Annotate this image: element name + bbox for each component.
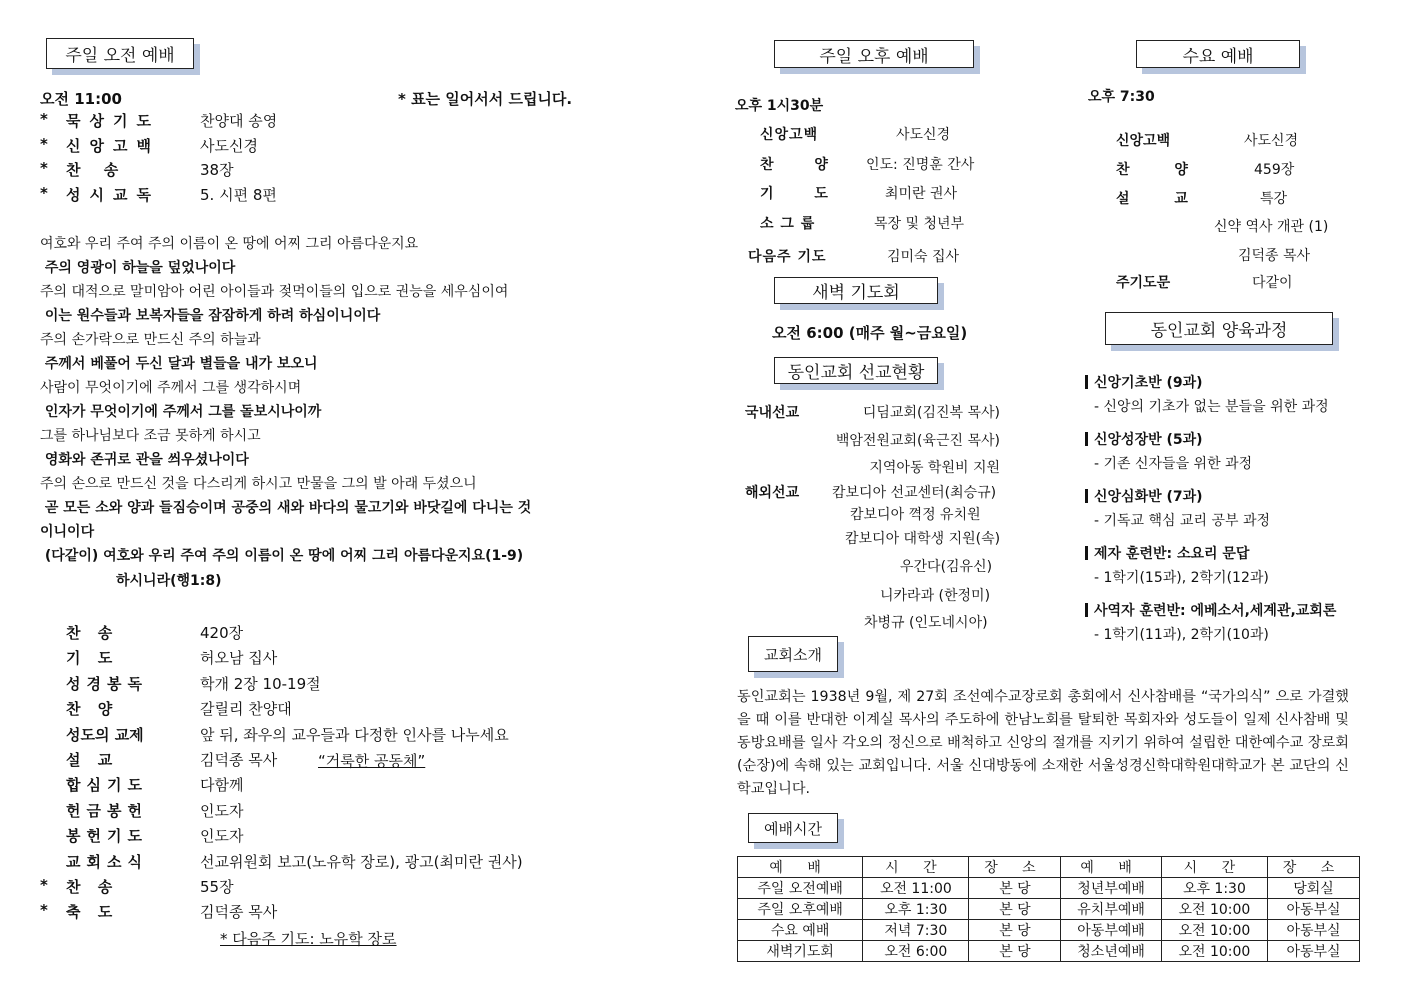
afternoon-label: 다음주 기도: [748, 249, 827, 265]
domestic-mission-label: 국내선교: [745, 405, 800, 421]
order-label: 기 도: [66, 649, 119, 668]
order-label: 축 도: [66, 903, 119, 922]
schedule-row: [738, 941, 1360, 962]
order-value: 5. 시편 8편: [200, 185, 277, 204]
course-desc: - 1학기(15과), 2학기(12과): [1094, 570, 1269, 586]
schedule-cell: 주일 오전예배: [738, 878, 863, 899]
schedule-table: [737, 856, 1360, 962]
schedule-cell: 본 당: [969, 899, 1061, 920]
order-value: 인도자: [200, 827, 244, 846]
standing-mark: *: [40, 901, 48, 920]
intro-header: 교회소개: [748, 636, 838, 672]
mission-entry: 지역아동 학원비 지원: [869, 460, 1000, 476]
order-value: 허오남 집사: [200, 649, 278, 668]
wednesday-value: 특강: [1260, 191, 1288, 207]
order-value: 김덕종 목사: [200, 903, 278, 922]
order-value: 앞 뒤, 좌우의 교우들과 다정한 인사를 나누세요: [200, 725, 509, 744]
course-desc: - 신앙의 기초가 없는 분들을 위한 과정: [1094, 399, 1329, 415]
wednesday-sermon-title: 신약 역사 개관 (1): [1214, 219, 1329, 235]
afternoon-value: 사도신경: [896, 127, 951, 143]
afternoon-value: 김미숙 집사: [887, 249, 960, 265]
schedule-cell: 새벽기도회: [738, 941, 863, 962]
order-value: 갈릴리 찬양대: [200, 700, 292, 719]
order-label: 성시교독: [66, 185, 160, 204]
afternoon-time: 오후 1시30분: [735, 98, 824, 114]
order-label: 묵상기도: [66, 112, 160, 130]
wednesday-label: 신앙고백: [1116, 133, 1171, 149]
standing-mark: *: [40, 183, 48, 202]
schedule-cell: 청년부예배: [1061, 878, 1161, 899]
standing-mark: *: [40, 110, 48, 128]
wednesday-value: 459장: [1254, 162, 1295, 178]
schedule-cell: 본 당: [969, 920, 1061, 941]
afternoon-label: 찬 양: [760, 157, 846, 173]
lords-prayer-value: 다같이: [1252, 275, 1293, 291]
afternoon-label: 소 그 룹: [760, 216, 816, 232]
dawn-time: 오전 6:00 (매주 월~금요일): [772, 324, 968, 342]
course-title: 신앙성장반 (5과): [1094, 432, 1203, 448]
psalm-line: 이는 원수들과 보복자들을 잠잠하게 하려 하심이니이다: [40, 308, 381, 324]
psalm-line: 하시니라(행1:8): [116, 573, 222, 589]
order-label: 합심기도: [66, 776, 148, 795]
order-label: 성도의 교제: [66, 725, 144, 744]
order-value: 사도신경: [200, 136, 258, 155]
schedule-cell: 청소년예배: [1061, 941, 1161, 962]
overseas-mission-label: 해외선교: [745, 485, 800, 501]
order-value: 인도자: [200, 801, 244, 820]
order-label: 성경봉독: [66, 674, 148, 693]
church-intro-text: 동인교회는 1938년 9월, 제 27회 조선예수교장로회 총회에서 신사참배를 “국가의식” 으로 가결했을 때 이를 반대한 이계실 목사의 주도하에 한남노회를 탈퇴한 목회자와 성도들이 일제 신사참배 및 동방요배를 일사 각오의 정신으로 배척하고 신앙의 절개를 지키기 위하여 설립한 대한예수교 장로회(순장)에 속해 있는 교회입니다. 서울 신대방동에 소재한 서울성경신학대학원대학교가 본 교단의 신학교입니다.: [737, 689, 1349, 797]
psalm-line: 이니이다: [40, 524, 95, 540]
schedule-cell: 본 당: [969, 878, 1061, 899]
afternoon-value: 인도: 진명훈 간사: [866, 157, 975, 173]
schedule-row: [738, 899, 1360, 920]
order-value: 찬양대 송영: [200, 112, 278, 130]
order-label: 찬 송: [66, 624, 119, 642]
schedule-header: 예배시간: [748, 813, 838, 843]
wednesday-preacher: 김덕종 목사: [1238, 248, 1311, 264]
bullet-bar-icon: [1085, 546, 1088, 560]
afternoon-service-header: 주일 오후 예배: [774, 40, 974, 68]
mission-entry: 디딤교회(김진복 목사): [862, 405, 1000, 421]
order-value: 김덕종 목사: [200, 751, 278, 769]
psalm-line: 여호와 우리 주여 주의 이름이 온 땅에 어찌 그리 아름다운지요: [40, 236, 419, 252]
afternoon-value: 목장 및 청년부: [874, 216, 965, 232]
dawn-prayer-header: 새벽 기도회: [774, 277, 938, 304]
schedule-cell: 주일 오후예배: [738, 899, 863, 920]
order-value: 55장: [200, 878, 234, 896]
mission-entry: 캄보디아 선교센터(최승규): [832, 485, 997, 501]
psalm-line: 주의 손가락으로 만드신 주의 하늘과: [40, 332, 261, 348]
schedule-cell: 아동부실: [1268, 920, 1360, 941]
schedule-cell: 수요 예배: [738, 920, 863, 941]
mission-header: 동인교회 선교현황: [774, 357, 938, 384]
order-value: 420장: [200, 624, 244, 642]
afternoon-value: 최미란 권사: [885, 186, 958, 202]
wednesday-time: 오후 7:30: [1088, 89, 1155, 105]
mission-entry: 백암전원교회(육근진 목사): [835, 433, 1000, 449]
bullet-bar-icon: [1085, 603, 1088, 617]
psalm-line: 곧 모든 소와 양과 들짐승이며 공중의 새와 바다의 물고기와 바닷길에 다니는 것: [40, 500, 532, 516]
schedule-row: [738, 878, 1360, 899]
order-label: 헌금봉헌: [66, 801, 148, 820]
schedule-column-header: 장 소: [969, 857, 1061, 878]
schedule-cell: 오전 11:00: [863, 878, 969, 899]
psalm-line: 그를 하나님보다 조금 못하게 하시고: [40, 428, 261, 444]
nurture-header: 동인교회 양육과정: [1105, 312, 1333, 345]
standing-note: * 표는 일어서서 드립니다.: [398, 90, 573, 108]
schedule-cell: 오전 6:00: [863, 941, 969, 962]
schedule-row: [738, 920, 1360, 941]
sermon-title: “거룩한 공동체”: [318, 752, 426, 770]
order-value: 다함께: [200, 776, 244, 795]
standing-mark: *: [40, 159, 48, 177]
course-desc: - 기존 신자들을 위한 과정: [1094, 456, 1253, 472]
order-label: 찬 양: [66, 700, 119, 719]
schedule-cell: 오전 10:00: [1161, 941, 1267, 962]
schedule-cell: 오후 1:30: [863, 899, 969, 920]
order-value: 선교위원회 보고(노유학 장로), 광고(최미란 권사): [200, 852, 523, 871]
psalm-line: 영화와 존귀로 관을 씌우셨나이다: [40, 452, 249, 468]
wednesday-label: 설 교: [1116, 191, 1208, 207]
order-label: 신앙고백: [66, 136, 160, 155]
schedule-column-header: 예 배: [738, 857, 863, 878]
next-week-prayer: * 다음주 기도: 노유학 장로: [220, 930, 397, 948]
wednesday-value: 사도신경: [1244, 133, 1299, 149]
order-value: 38장: [200, 161, 234, 179]
schedule-cell: 유치부예배: [1061, 899, 1161, 920]
course-title: 신앙심화반 (7과): [1094, 489, 1203, 505]
schedule-cell: 오전 10:00: [1161, 899, 1267, 920]
morning-service-header: 주일 오전 예배: [46, 38, 194, 69]
order-label: 교회소식: [66, 852, 148, 871]
schedule-cell: 아동부실: [1268, 941, 1360, 962]
schedule-column-header: 예 배: [1061, 857, 1161, 878]
psalm-line: 주의 손으로 만드신 것을 다스리게 하시고 만물을 그의 발 아래 두셨으니: [40, 476, 477, 492]
schedule-cell: 오후 1:30: [1161, 878, 1267, 899]
course-desc: - 기독교 핵심 교리 공부 과정: [1094, 513, 1271, 529]
standing-mark: *: [40, 134, 48, 153]
bullet-bar-icon: [1085, 489, 1088, 503]
psalm-line: 주의 대적으로 말미암아 어린 아이들과 젖먹이들의 입으로 권능을 세우심이여: [40, 284, 509, 300]
wednesday-label: 찬 양: [1116, 162, 1208, 178]
afternoon-label: 기 도: [760, 186, 846, 202]
schedule-column-header: 시 간: [1161, 857, 1267, 878]
standing-mark: *: [40, 876, 48, 894]
bullet-bar-icon: [1085, 375, 1088, 389]
psalm-line: 인자가 무엇이기에 주께서 그를 돌보시나이까: [40, 404, 322, 420]
order-label: 설 교: [66, 751, 119, 769]
psalm-line: 주께서 베풀어 두신 달과 별들을 내가 보오니: [40, 356, 318, 372]
wednesday-service-header: 수요 예배: [1136, 40, 1300, 68]
course-title: 신앙기초반 (9과): [1094, 375, 1203, 391]
schedule-cell: 아동부실: [1268, 899, 1360, 920]
bullet-bar-icon: [1085, 432, 1088, 446]
mission-entry: 차병규 (인도네시아): [864, 615, 988, 631]
psalm-line: 주의 영광이 하늘을 덮었나이다: [40, 260, 236, 276]
mission-entry: 캄보디아 껵정 유치원: [850, 507, 981, 523]
schedule-cell: 당회실: [1268, 878, 1360, 899]
morning-time: 오전 11:00: [40, 90, 122, 108]
course-desc: - 1학기(11과), 2학기(10과): [1094, 627, 1269, 643]
schedule-cell: 저녁 7:30: [863, 920, 969, 941]
schedule-column-header: 장 소: [1268, 857, 1360, 878]
psalm-line: (다같이) 여호와 우리 주여 주의 이름이 온 땅에 어찌 그리 아름다운지요(1-9): [40, 548, 524, 564]
order-label: 봉헌기도: [66, 827, 148, 846]
mission-entry: 캄보디아 대학생 지원(속): [845, 531, 1001, 547]
order-label: 찬 송: [66, 161, 128, 179]
afternoon-label: 신앙고백: [760, 127, 819, 143]
order-value: 학개 2장 10-19절: [200, 674, 321, 693]
schedule-cell: 본 당: [969, 941, 1061, 962]
lords-prayer-label: 주기도문: [1116, 275, 1171, 291]
course-title: 제자 훈련반: 소요리 문답: [1094, 546, 1250, 562]
course-title: 사역자 훈련반: 에베소서,세계관,교회론: [1094, 603, 1337, 619]
psalm-line: 사람이 무엇이기에 주께서 그를 생각하시며: [40, 380, 302, 396]
schedule-cell: 오전 10:00: [1161, 920, 1267, 941]
mission-entry: 우간다(김유신): [900, 559, 993, 575]
schedule-cell: 아동부예배: [1061, 920, 1161, 941]
mission-entry: 니카라과 (한정미): [880, 588, 991, 604]
schedule-column-header: 시 간: [863, 857, 969, 878]
order-label: 찬 송: [66, 878, 119, 896]
